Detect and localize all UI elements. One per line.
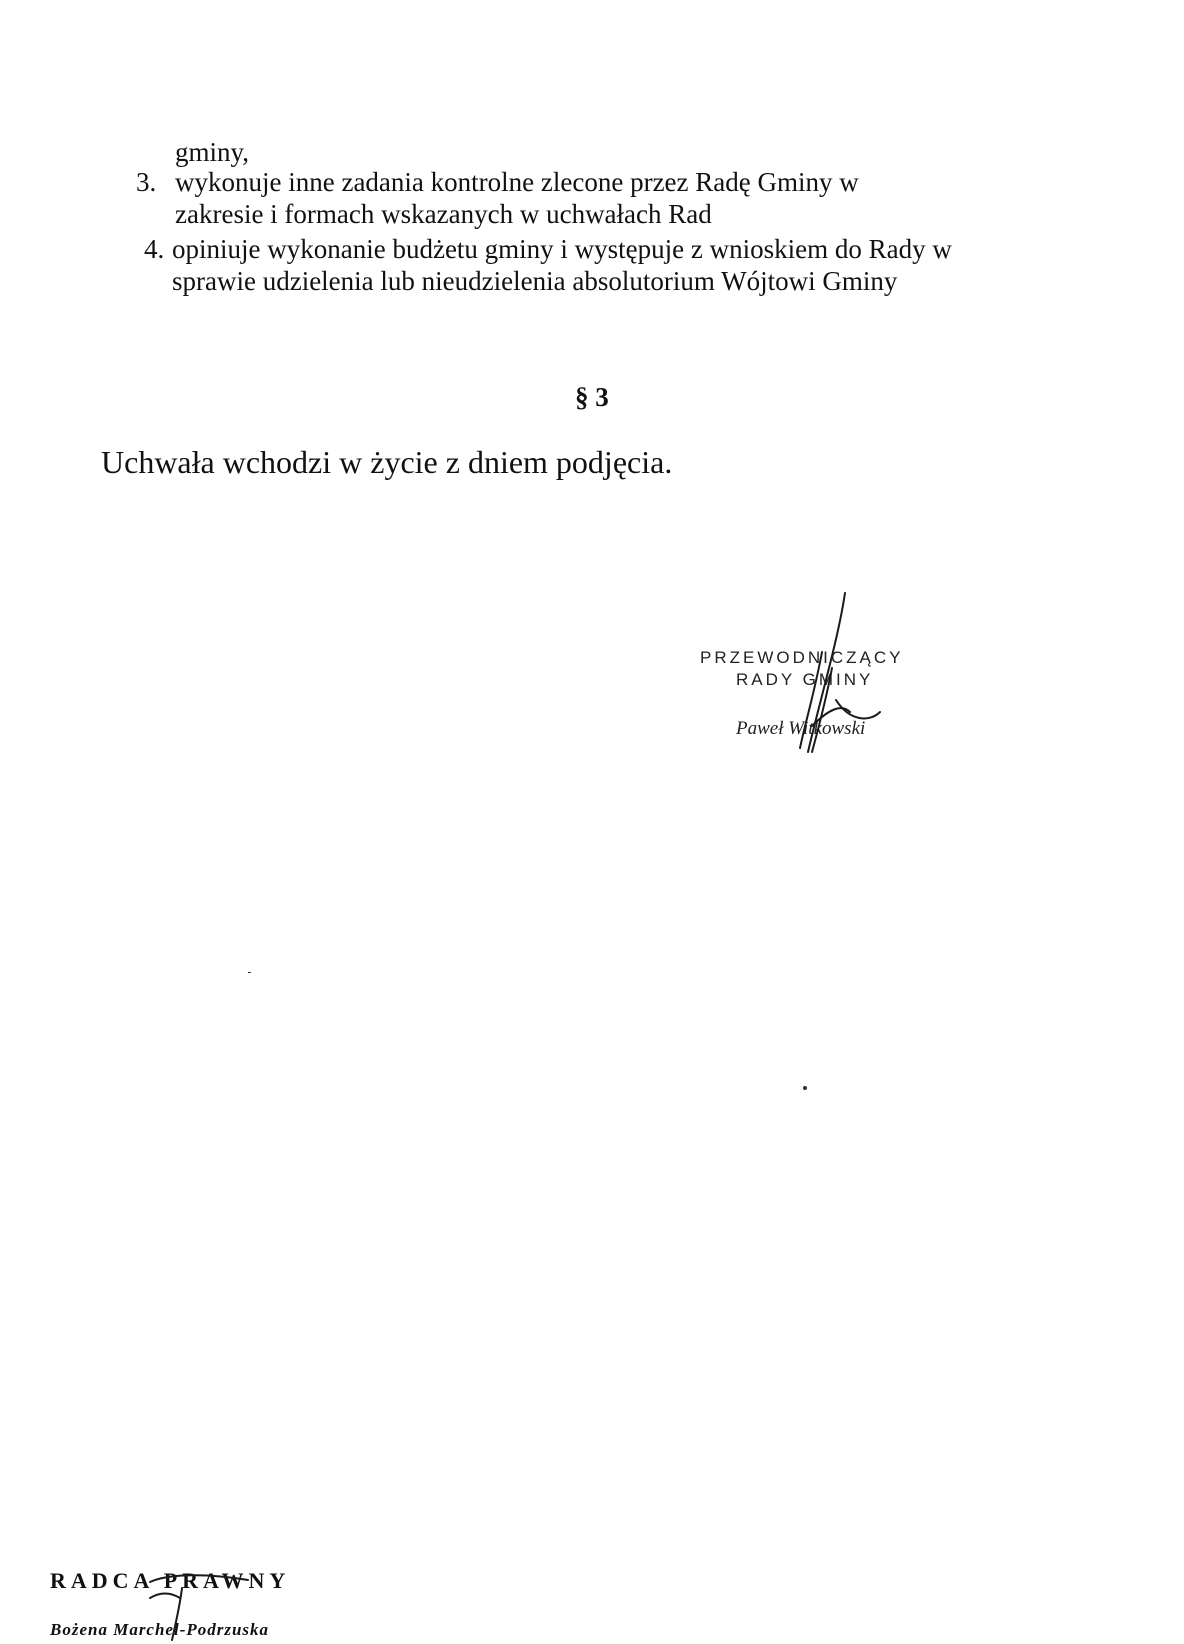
list-item-number: 3. [136,167,157,197]
stamp-title: RADCA PRAWNY [50,1568,291,1593]
list-item-number: 4. [144,234,165,264]
stamp-name: Paweł Witkowski [736,718,866,739]
list-item-line: zakresie i formach wskazanych w uchwałach Rad [175,199,712,229]
section-heading: § 3 [575,382,609,412]
stamp-name: Bożena Marchel-Podrzuska [50,1620,270,1639]
scan-marks [248,972,807,1090]
list-item-line: wykonuje inne zadania kontrolne zlecone przez Radę Gminy w [175,167,859,197]
section-text: Uchwała wchodzi w życie z dniem podjęcia. [101,444,673,480]
stamp-line: PRZEWODNICZĄCY [700,648,904,667]
list-continuation: gminy, [175,137,249,167]
list-item-line: sprawie udzielenia lub nieudzielenia absolutorium Wójtowi Gminy [172,266,898,296]
stamp-line: RADY GMINY [736,670,874,689]
list-item-line: opiniuje wykonanie budżetu gminy i występuje z wnioskiem do Rady w [172,234,952,264]
